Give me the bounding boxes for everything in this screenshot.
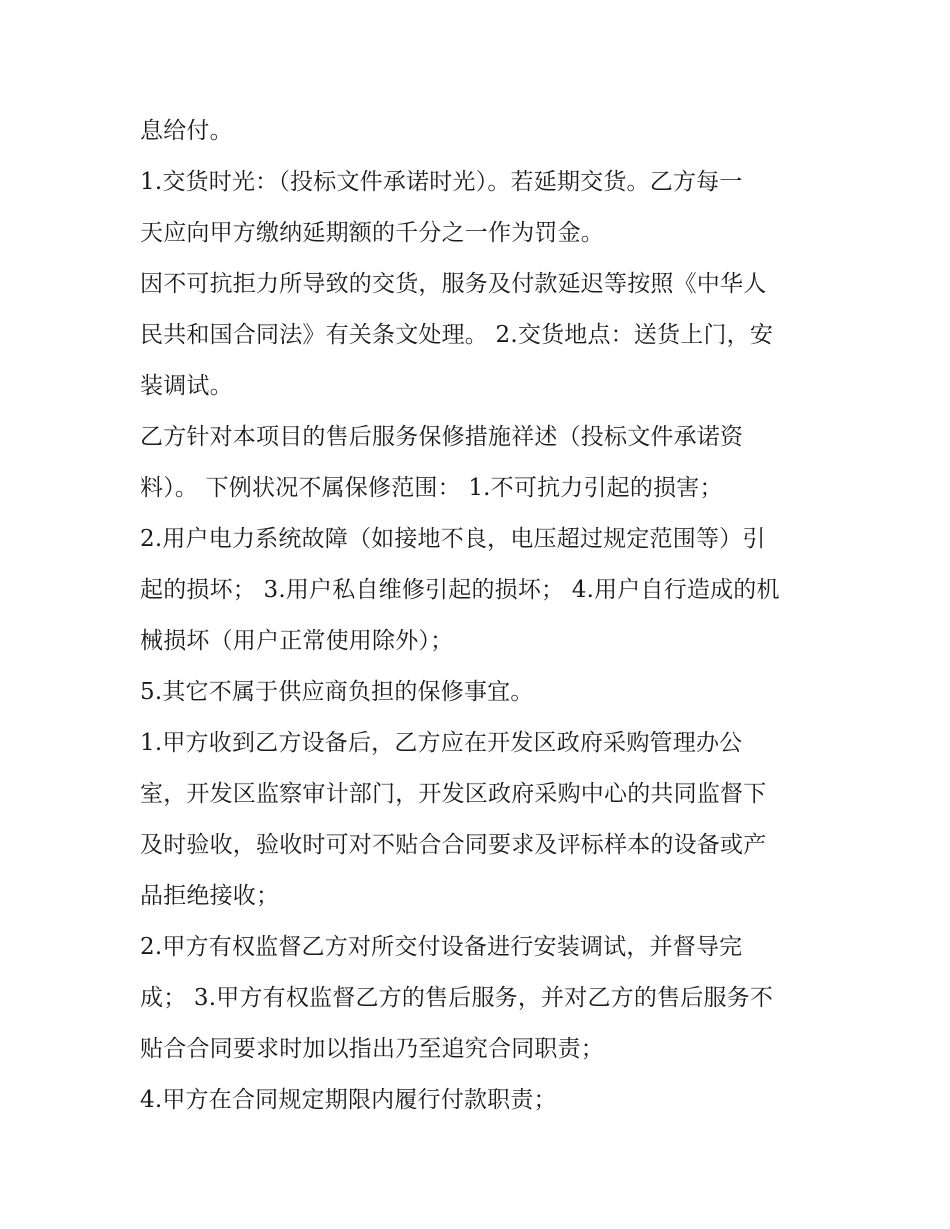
text-line: 2.用户电力系统故障（如接地不良，电压超过规定范围等）引: [140, 526, 766, 552]
text-line: 2.甲方有权监督乙方对所交付设备进行安装调试，并督导完: [140, 934, 743, 960]
text-line: 1.交货时光：（投标文件承诺时光）。若延期交货。乙方每一: [140, 169, 743, 195]
text-line: 品拒绝接收；: [140, 883, 280, 909]
text-line: 乙方针对本项目的售后服务保修措施祥述（投标文件承诺资: [140, 424, 744, 450]
text-line: 装调试。: [140, 373, 233, 399]
text-line: 贴合合同要求时加以指出乃至追究合同职责；: [140, 1036, 604, 1062]
text-line: 5.其它不属于供应商负担的保修事宜。: [140, 679, 534, 705]
text-line: 械损坏（用户正常使用除外）；: [140, 628, 454, 654]
text-line: 及时验收，验收时可对不贴合合同要求及评标样本的设备或产: [140, 832, 767, 858]
text-line: 1.甲方收到乙方设备后，乙方应在开发区政府采购管理办公: [140, 730, 743, 756]
text-line: 成； 3.甲方有权监督乙方的售后服务，并对乙方的售后服务不: [140, 985, 774, 1011]
document-body: [140, 106, 820, 1126]
text-line: 天应向甲方缴纳延期额的千分之一作为罚金。: [140, 220, 604, 246]
text-line: 起的损坏； 3.用户私自维修引起的损坏； 4.用户自行造成的机: [140, 577, 780, 603]
text-line: 因不可抗拒力所导致的交货，服务及付款延迟等按照《中华人: [140, 271, 767, 297]
text-line: 料）。 下例状况不属保修范围： 1.不可抗力引起的损害；: [140, 475, 723, 501]
text-line: 民共和国合同法》有关条文处理。 2.交货地点：送货上门，安: [140, 322, 774, 348]
text-line: 4.甲方在合同规定期限内履行付款职责；: [140, 1087, 557, 1113]
text-line: 室，开发区监察审计部门，开发区政府采购中心的共同监督下: [140, 781, 767, 807]
text-line: 息给付。: [140, 118, 233, 144]
